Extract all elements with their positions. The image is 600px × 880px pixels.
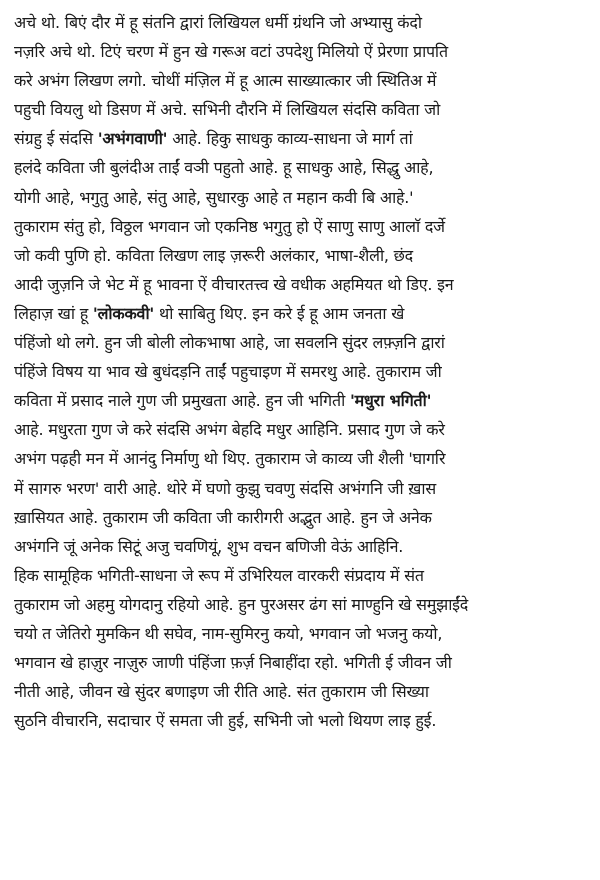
text-line: नीती आहे, जीवन खे सुंदर बणाइण जी रीति आहे. संत तुकाराम जी सिख्या [14, 682, 429, 702]
text-line: अभंगनि जूं अनेक सिटूं अजु चवणियूं, शुभ वचन बणिजी वेऊं आहिनि. [14, 536, 404, 556]
text-run: संग्रहु ई संदसि [14, 129, 98, 149]
text-line: हलंदे कविता जी बुलंदीअ ताईं वञी पहुतो आहे. हू साधकु आहे, सिद्धु आहे, [14, 158, 434, 178]
text-line: चयो त जेतिरो मुमकिन थी सघेव, नाम-सुमिरनु कयो, भगवान जो भजनु कयो, [14, 623, 443, 643]
text-line: ख़ासियत आहे. तुकाराम जी कविता जी कारीगरी अद्भुत आहे. हुन जे अनेक [14, 507, 432, 527]
text-run: आहे. हिकु साधकु काव्य-साधना जे मार्ग तां [167, 129, 413, 149]
text-line: अभंग पढ़ही मन में आनंदु निर्माणु थो थिए. तुकाराम जे काव्य जी शैली 'घागरि [14, 449, 446, 469]
text-line: तुकाराम जो अहमु योगदानु रहियो आहे. हुन पुरअसर ढंग सां माण्हुनि खे समुझाईंदे [14, 594, 469, 614]
text-line: आदी जुज़नि जे भेट में हू भावना ऐं वीचारतत्त्व खे वधीक अहमियत थो डिए. इन [14, 274, 454, 294]
text-line: नज़रि अचे थो. टिएं चरण में हुन खे गरूअ वटां उपदेशु मिलियो ऐं प्रेरणा प्रापति [14, 42, 448, 62]
text-run: लिहाज़ खां हू [14, 303, 93, 323]
text-line [14, 124, 594, 153]
text-line: जो कवी पुणि हो. कविता लिखण लाइ ज़रूरी अलंकार, भाषा-शैली, छंद [14, 245, 413, 265]
title-abhangvani: 'अभंगवाणी' [97, 129, 168, 149]
term-madhura-bhagiti: 'मधुरा भगिती' [349, 391, 432, 411]
text-line: आहे. मधुरता गुण जे करे संदसि अभंग बेहदि मधुर आहिनि. प्रसाद गुण जे करे [14, 420, 445, 440]
text-run: थो साबितु थिए. इन करे ई हू आम जनता खे [154, 303, 405, 323]
text-line: सुठनि वीचारनि, सदाचार ऐं समता जी हुई, सभिनी जो भलो थियण लाइ हुई. [14, 711, 437, 731]
text-line: हिक सामूहिक भगिती-साधना जे रूप में उभिरियल वारकरी संप्रदाय में संत [14, 565, 424, 585]
text-line: पंहिंजे विषय या भाव खे बुधंदड़नि ताईं पहुचाइण में समरथु आहे. तुकाराम जी [14, 362, 442, 382]
text-line [14, 386, 594, 415]
text-line: तुकाराम संतु हो, विठ्ठल भगवान जो एकनिष्ठ भगुतु हो ऐं साणु साणु आलाॅ दर्जे [14, 216, 445, 236]
text-line: योगी आहे, भगुतु आहे, संतु आहे, सुधारकु आहे त महान कवी बि आहे.' [14, 187, 414, 207]
text-line: अचे थो. बिएं दौर में हू संतनि द्वारां लिखियल धर्मी ग्रंथनि जो अभ्यासु कंदो [14, 13, 422, 32]
text-line: पहुची वियलु थो डिसण में अचे. सभिनी दौरनि में लिखियल संदसि कविता जो [14, 100, 441, 120]
text-line: करे अभंग लिखण लगो. चोथीं मंज़िल में हू आत्म साख्यात्कार जी स्थितिअ में [14, 71, 437, 91]
text-line: भगवान खे हाज़ुर नाज़ुरु जाणी पंहिंजा फ़र्ज़ निबाहींदा रहो. भगिती ई जीवन जी [14, 653, 452, 673]
term-lokkavi: 'लोककवी' [92, 303, 155, 323]
text-line: पंहिंजो थो लगे. हुन जी बोली लोकभाषा आहे, जा सवलनि सुंदर लफ़्ज़नि द्वारां [14, 333, 445, 353]
text-line [14, 299, 594, 328]
text-run: कविता में प्रसाद नाले गुण जी प्रमुखता आहे. हुन जी भगिती [14, 391, 350, 411]
text-line: में सागरु भरण' वारी आहे. थोरे में घणो कुझु चवणु संदसि अभंगनि जी ख़ास [14, 478, 436, 498]
